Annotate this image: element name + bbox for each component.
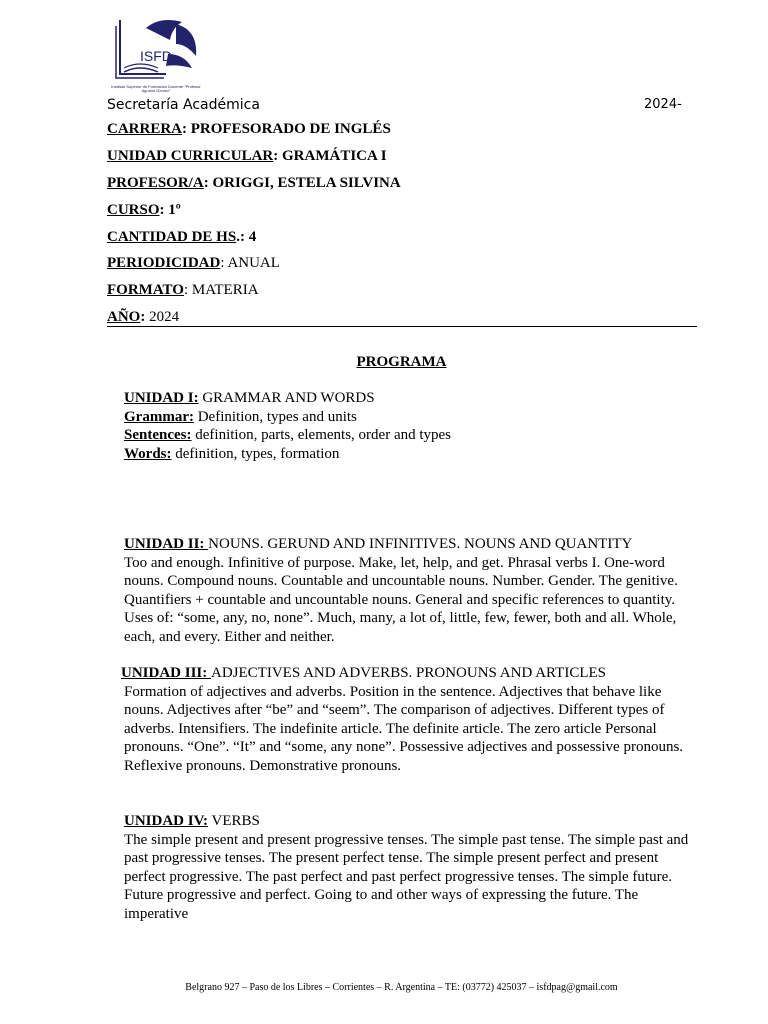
unit-3 — [121, 664, 694, 776]
header-divider — [107, 326, 697, 327]
field-carrera — [107, 120, 391, 138]
header-year: 2024- — [644, 97, 682, 112]
unit-2-body: Too and enough. Infinitive of purpose. Make, let, help, and get. Phrasal verbs I. One-word nouns. Compound nouns. Countable and uncountable nouns. Number. Gender. The genitive. Quantifiers + countable and uncountable nouns. General and specific references to quantity. Uses of: “some, any, no, none”. Much, many, a lot of, little, few, fewer, both and all. Whole, each, and every. Either and neither. — [124, 554, 678, 645]
item-text: Definition, types and units — [193, 408, 357, 425]
unit-label: UNIDAD II: — [124, 536, 209, 552]
item-label: Words: — [124, 445, 172, 462]
field-value: GRAMÁTICA I — [282, 148, 387, 164]
field-sep: : — [203, 175, 213, 191]
field-profesor — [107, 174, 401, 192]
item-text: definition, types, formation — [171, 445, 340, 462]
field-anio — [107, 308, 179, 326]
unit-4-body: The simple present and present progressive tenses. The simple past tense. The simple past and past progressive tenses. The present perfect tense. The simple present perfect and present perfect progressive. The past perfect and past perfect progressive tenses. The simple future. Future progressive and perfect. Going to and other ways of expressing the future. The imperative — [124, 831, 689, 922]
unit-1-item — [124, 426, 694, 445]
field-sep: : — [140, 309, 150, 325]
field-label: AÑO — [107, 309, 141, 325]
unit-title: GRAMMAR AND WORDS — [198, 390, 375, 406]
unit-4 — [124, 812, 694, 924]
institution-logo — [106, 14, 206, 96]
field-value: 2024 — [149, 309, 180, 325]
item-label: Sentences: — [124, 427, 192, 444]
unit-title: NOUNS. GERUND AND INFINITIVES. NOUNS AND QUANTITY — [208, 536, 633, 552]
field-label: CARRERA — [107, 121, 182, 137]
field-sep: : — [159, 202, 169, 218]
field-sep: : — [182, 121, 191, 137]
unit-3-heading — [121, 664, 694, 683]
unit-title: VERBS — [208, 813, 260, 829]
field-label: CANTIDAD DE HS — [107, 229, 237, 245]
unit-label: UNIDAD III: — [121, 665, 212, 681]
programa-title: PROGRAMA — [356, 354, 447, 370]
unit-label: UNIDAD I: — [124, 390, 199, 406]
unit-1-item — [124, 408, 694, 427]
logo-caption: Instituto Superior de Formación Docente "Profesor Agustín Gómez" — [111, 84, 201, 93]
unit-1 — [124, 389, 694, 463]
field-value: 4 — [248, 229, 257, 245]
field-value: 1º — [168, 202, 181, 218]
item-text: definition, parts, elements, order and types — [191, 427, 452, 444]
field-sep: : — [273, 148, 283, 164]
unit-label: UNIDAD IV: — [124, 813, 209, 829]
unit-1-item — [124, 445, 694, 464]
secretaria-label: Secretaría Académica — [107, 97, 260, 113]
field-label: PERIODICIDAD — [107, 255, 221, 271]
field-sep: : — [220, 255, 228, 271]
field-sep: .: — [236, 229, 249, 245]
field-value: ORIGGI, ESTELA SILVINA — [212, 175, 401, 191]
field-value: ANUAL — [227, 255, 280, 271]
field-label: PROFESOR/A — [107, 175, 204, 191]
field-formato — [107, 281, 259, 299]
field-curso — [107, 201, 181, 219]
field-sep: : — [183, 282, 192, 298]
unit-title: ADJECTIVES AND ADVERBS. PRONOUNS AND ARTICLES — [211, 665, 606, 681]
unit-1-heading — [124, 389, 694, 408]
field-value: MATERIA — [191, 282, 259, 298]
field-periodicidad — [107, 254, 280, 272]
field-unidad-curricular — [107, 147, 387, 165]
field-label: CURSO — [107, 202, 160, 218]
field-label: FORMATO — [107, 282, 184, 298]
item-label: Grammar: — [124, 408, 194, 425]
unit-2-heading — [124, 535, 694, 554]
field-label: UNIDAD CURRICULAR — [107, 148, 274, 164]
unit-3-body: Formation of adjectives and adverbs. Position in the sentence. Adjectives that behave like nouns. Adjectives after “be” and “seem”. The comparison of adjectives. Different types of adverbs. Intensifiers. The indefinite article. The definite article. The zero article Personal pronouns. “One”. “It” and “some, any none”. Possessive adjectives and possessive pronouns. Reflexive pronouns. Demonstrative pronouns. — [124, 683, 684, 774]
field-value: PROFESORADO DE INGLÉS — [190, 121, 391, 137]
unit-4-heading — [124, 812, 694, 831]
footer-contact: Belgrano 927 – Paso de los Libres – Corrientes – R. Argentina – TE: (03772) 425037 – isfdpag@gmail.com — [185, 982, 618, 993]
logo-text: ISFD — [140, 48, 172, 64]
unit-2 — [124, 535, 694, 647]
field-cantidad-hs — [107, 228, 256, 246]
